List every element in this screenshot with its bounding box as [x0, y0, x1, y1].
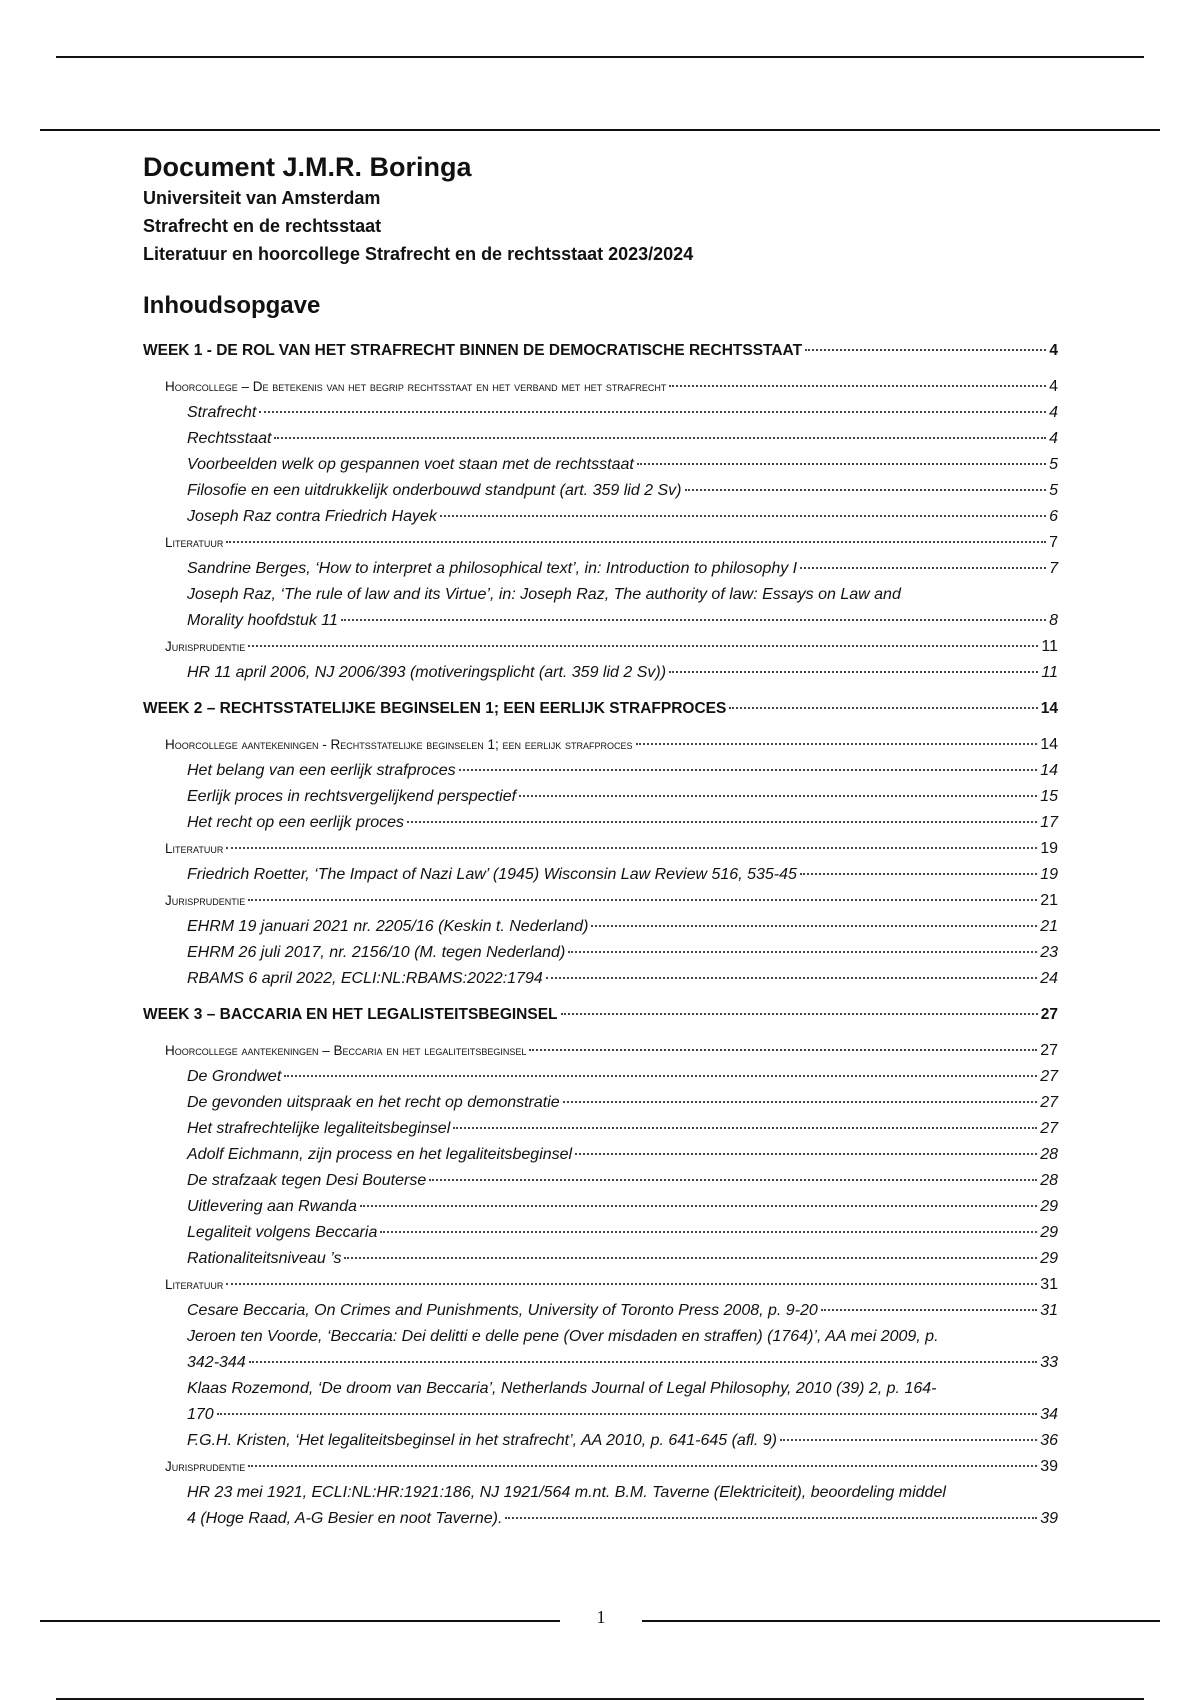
dot-leader: [568, 951, 1037, 953]
document-subtitle: Literatuur en hoorcollege Strafrecht en de rechtsstaat 2023/2024: [143, 244, 694, 264]
toc-item-entry-title: Legaliteit volgens Beccaria: [187, 1224, 378, 1241]
top-rule: [56, 56, 1144, 58]
course-name: Strafrecht en de rechtsstaat: [143, 216, 382, 236]
toc-week-entry-page: 27: [1040, 1006, 1058, 1023]
toc-item-entry-page: 39: [1040, 1510, 1058, 1527]
dot-leader: [821, 1309, 1037, 1311]
toc-week-entry-title: WEEK 2 – RECHTSSTATELIJKE BEGINSELEN 1; EEN EERLIJK STRAFPROCES: [143, 700, 727, 717]
dot-leader: [800, 567, 1046, 569]
toc-section-entry-title: Literatuur: [165, 841, 224, 856]
toc-item-entry[interactable]: [143, 1246, 1058, 1272]
toc-section-entry-page: 14: [1040, 736, 1058, 753]
toc-item-entry[interactable]: [143, 426, 1058, 452]
dot-leader: [561, 1013, 1038, 1015]
dot-leader: [453, 1127, 1037, 1129]
toc-item-entry[interactable]: [143, 966, 1058, 992]
dot-leader: [505, 1517, 1037, 1519]
toc-item-entry-title: 342-344: [187, 1354, 246, 1371]
dot-leader: [805, 349, 1046, 351]
dot-leader: [226, 541, 1046, 543]
toc-item-entry-page: 36: [1040, 1432, 1058, 1449]
toc-item-entry[interactable]: [143, 1220, 1058, 1246]
toc-item-entry[interactable]: [143, 810, 1058, 836]
toc-item-entry[interactable]: [143, 556, 1058, 582]
toc-item-entry[interactable]: [143, 1142, 1058, 1168]
toc-section-entry-title: Jurisprudentie: [165, 639, 246, 654]
toc-item-entry[interactable]: [143, 914, 1058, 940]
toc-section-entry-title: Hoorcollege aantekeningen - Rechtsstatelijke beginselen 1; een eerlijk strafproces: [165, 737, 633, 752]
toc-week-entry-page: 14: [1040, 700, 1058, 717]
dot-leader: [669, 385, 1046, 387]
toc-item-entry-title: Friedrich Roetter, ‘The Impact of Nazi Law’ (1945) Wisconsin Law Review 516, 535-45: [187, 866, 797, 883]
toc-item-entry[interactable]: [143, 1064, 1058, 1090]
toc-item-entry-title: Rechtsstaat: [187, 430, 272, 447]
toc-item-entry[interactable]: [143, 784, 1058, 810]
toc-item-entry-page: 5: [1049, 456, 1058, 473]
dot-leader: [274, 437, 1046, 439]
toc-section-entry[interactable]: [143, 374, 1058, 400]
dot-leader: [563, 1101, 1038, 1103]
footer-rule-left: [40, 1620, 560, 1622]
dot-leader: [800, 873, 1037, 875]
dot-leader: [217, 1413, 1038, 1415]
toc-item-entry-title: De gevonden uitspraak en het recht op demonstratie: [187, 1094, 560, 1111]
dot-leader: [429, 1179, 1037, 1181]
toc-week-entry[interactable]: [143, 696, 1058, 722]
dot-leader: [519, 795, 1037, 797]
toc-item-entry-page: 33: [1040, 1354, 1058, 1371]
toc-item-entry-line1[interactable]: Klaas Rozemond, ‘De droom van Beccaria’, Netherlands Journal of Legal Philosophy, 2010 (39) 2, p. 164-: [187, 1380, 937, 1397]
toc-item-entry-line1[interactable]: Joseph Raz, ‘The rule of law and its Virtue’, in: Joseph Raz, The authority of law: Essays on Law and: [187, 586, 901, 603]
toc-section-entry[interactable]: [143, 634, 1058, 660]
toc-section-entry-title: Literatuur: [165, 1277, 224, 1292]
toc-item-entry-page: 23: [1040, 944, 1058, 961]
table-of-contents: [143, 338, 1058, 1532]
toc-section-entry[interactable]: [143, 836, 1058, 862]
toc-item-entry-title: Voorbeelden welk op gespannen voet staan met de rechtsstaat: [187, 456, 634, 473]
toc-week-entry-title: WEEK 3 – BACCARIA EN HET LEGALISTEITSBEGINSEL: [143, 1006, 558, 1023]
toc-item-entry-page: 4: [1049, 430, 1058, 447]
toc-item-entry-title: 4 (Hoge Raad, A-G Besier en noot Taverne).: [187, 1510, 503, 1527]
toc-item-entry-title: EHRM 26 juli 2017, nr. 2156/10 (M. tegen Nederland): [187, 944, 566, 961]
dot-leader: [546, 977, 1037, 979]
dot-leader: [459, 769, 1038, 771]
dot-leader: [780, 1439, 1037, 1441]
toc-item-entry-page: 17: [1040, 814, 1058, 831]
toc-section-entry-title: Jurisprudentie: [165, 1459, 246, 1474]
toc-item-entry-page: 6: [1049, 508, 1058, 525]
page-number: 1: [596, 1607, 606, 1627]
toc-item-entry-title: Rationaliteitsniveau ’s: [187, 1250, 342, 1267]
toc-item-entry[interactable]: [143, 660, 1058, 686]
dot-leader: [360, 1205, 1037, 1207]
toc-item-entry-title: RBAMS 6 april 2022, ECLI:NL:RBAMS:2022:1794: [187, 970, 543, 987]
toc-item-entry-title: Sandrine Berges, ‘How to interpret a philosophical text’, in: Introduction to philosophy I: [187, 560, 798, 577]
toc-item-entry-page: 27: [1040, 1094, 1058, 1111]
header-rule: [40, 129, 1160, 131]
dot-leader: [248, 645, 1038, 647]
dot-leader: [226, 1283, 1037, 1285]
toc-section-entry[interactable]: [143, 530, 1058, 556]
dot-leader: [575, 1153, 1037, 1155]
toc-item-entry[interactable]: [143, 400, 1058, 426]
toc-item-entry[interactable]: [143, 1402, 1058, 1428]
dot-leader: [407, 821, 1037, 823]
dot-leader: [341, 619, 1046, 621]
toc-item-entry[interactable]: [143, 758, 1058, 784]
toc-item-entry-title: Het belang van een eerlijk strafproces: [187, 762, 456, 779]
toc-item-entry-title: HR 11 april 2006, NJ 2006/393 (motiveringsplicht (art. 359 lid 2 Sv)): [187, 664, 667, 681]
dot-leader: [637, 463, 1046, 465]
toc-item-entry[interactable]: [143, 1168, 1058, 1194]
toc-item-entry-page: 19: [1040, 866, 1058, 883]
toc-item-entry-page: 14: [1040, 762, 1058, 779]
toc-week-entry-page: 4: [1049, 342, 1058, 359]
toc-item-entry-line1[interactable]: HR 23 mei 1921, ECLI:NL:HR:1921:186, NJ 1921/564 m.nt. B.M. Taverne (Elektriciteit), beoordeling middel: [187, 1484, 946, 1501]
dot-leader: [669, 671, 1038, 673]
toc-item-entry-page: 29: [1040, 1198, 1058, 1215]
toc-week-entry[interactable]: [143, 338, 1058, 364]
dot-leader: [259, 411, 1046, 413]
toc-item-entry[interactable]: [143, 1090, 1058, 1116]
toc-section-entry-title: Jurisprudentie: [165, 893, 246, 908]
toc-section-entry[interactable]: [143, 732, 1058, 758]
toc-heading: Inhoudsopgave: [143, 292, 321, 319]
dot-leader: [380, 1231, 1037, 1233]
toc-item-entry[interactable]: [143, 1194, 1058, 1220]
toc-item-entry-title: Eerlijk proces in rechtsvergelijkend perspectief: [187, 788, 517, 805]
university-name: Universiteit van Amsterdam: [143, 188, 381, 208]
toc-item-entry[interactable]: [143, 452, 1058, 478]
toc-item-entry[interactable]: [143, 1350, 1058, 1376]
toc-item-entry-page: 8: [1049, 612, 1058, 629]
toc-section-entry-page: 21: [1040, 892, 1058, 909]
toc-item-entry-page: 28: [1040, 1146, 1058, 1163]
toc-item-entry-page: 21: [1040, 918, 1058, 935]
dot-leader: [284, 1075, 1037, 1077]
toc-section-entry[interactable]: [143, 1038, 1058, 1064]
toc-item-entry-page: 29: [1040, 1250, 1058, 1267]
toc-item-entry-title: Uitlevering aan Rwanda: [187, 1198, 357, 1215]
toc-item-entry-page: 24: [1040, 970, 1058, 987]
toc-section-entry-page: 4: [1049, 378, 1058, 395]
toc-item-entry-title: Cesare Beccaria, On Crimes and Punishments, University of Toronto Press 2008, p. 9-20: [187, 1302, 818, 1319]
toc-section-entry-title: Hoorcollege – De betekenis van het begrip rechtsstaat en het verband met het strafrecht: [165, 379, 667, 394]
toc-section-entry-title: Hoorcollege aantekeningen – Beccaria en het legaliteitsbeginsel: [165, 1043, 527, 1058]
toc-item-entry-title: De strafzaak tegen Desi Bouterse: [187, 1172, 427, 1189]
toc-item-entry-title: Strafrecht: [187, 404, 257, 421]
toc-item-entry[interactable]: [143, 608, 1058, 634]
dot-leader: [248, 899, 1037, 901]
toc-item-entry-line1[interactable]: Jeroen ten Voorde, ‘Beccaria: Dei delitti e delle pene (Over misdaden en straffen) (1764)’, AA mei 2009, p.: [187, 1328, 939, 1345]
toc-item-entry-page: 27: [1040, 1120, 1058, 1137]
toc-item-entry-page: 5: [1049, 482, 1058, 499]
dot-leader: [591, 925, 1037, 927]
dot-leader: [344, 1257, 1037, 1259]
dot-leader: [729, 707, 1037, 709]
document-header: [143, 150, 1063, 268]
toc-item-entry[interactable]: [143, 940, 1058, 966]
dot-leader: [636, 743, 1038, 745]
toc-section-entry-page: 19: [1040, 840, 1058, 857]
toc-item-entry-page: 27: [1040, 1068, 1058, 1085]
toc-item-entry-title: De Grondwet: [187, 1068, 282, 1085]
toc-item-entry-title: Joseph Raz contra Friedrich Hayek: [187, 508, 437, 525]
footer-rule-right: [642, 1620, 1160, 1622]
toc-item-entry-title: Het strafrechtelijke legaliteitsbeginsel: [187, 1120, 451, 1137]
toc-item-entry[interactable]: [143, 1506, 1058, 1532]
toc-section-entry[interactable]: [143, 888, 1058, 914]
toc-section-entry[interactable]: [143, 1272, 1058, 1298]
toc-item-entry-title: EHRM 19 januari 2021 nr. 2205/16 (Keskin t. Nederland): [187, 918, 589, 935]
toc-item-entry[interactable]: [143, 478, 1058, 504]
dot-leader: [685, 489, 1047, 491]
toc-item-entry-page: 4: [1049, 404, 1058, 421]
toc-section-entry-page: 27: [1040, 1042, 1058, 1059]
dot-leader: [529, 1049, 1037, 1051]
toc-item-entry-title: Adolf Eichmann, zijn process en het legaliteitsbeginsel: [187, 1146, 573, 1163]
toc-item-entry-page: 29: [1040, 1224, 1058, 1241]
toc-item-entry-page: 7: [1049, 560, 1058, 577]
toc-item-entry-title: Filosofie en een uitdrukkelijk onderbouwd standpunt (art. 359 lid 2 Sv): [187, 482, 682, 499]
toc-section-entry-page: 7: [1049, 534, 1058, 551]
toc-week-entry-title: WEEK 1 - DE ROL VAN HET STRAFRECHT BINNEN DE DEMOCRATISCHE RECHTSSTAAT: [143, 342, 803, 359]
toc-section-entry-page: 11: [1041, 638, 1058, 655]
toc-section-entry-page: 31: [1040, 1276, 1058, 1293]
toc-item-entry-title: Het recht op een eerlijk proces: [187, 814, 404, 831]
toc-item-entry[interactable]: [143, 1298, 1058, 1324]
toc-item-entry[interactable]: [143, 1116, 1058, 1142]
toc-item-entry-title: F.G.H. Kristen, ‘Het legaliteitsbeginsel in het strafrecht’, AA 2010, p. 641-645 (afl. 9): [187, 1432, 777, 1449]
dot-leader: [226, 847, 1037, 849]
toc-item-entry[interactable]: [143, 504, 1058, 530]
toc-item-entry-page: 11: [1041, 664, 1058, 681]
dot-leader: [440, 515, 1046, 517]
toc-item-entry-page: 31: [1040, 1302, 1058, 1319]
dot-leader: [249, 1361, 1037, 1363]
dot-leader: [248, 1465, 1037, 1467]
toc-section-entry-title: Literatuur: [165, 535, 224, 550]
toc-section-entry-page: 39: [1040, 1458, 1058, 1475]
toc-item-entry-page: 34: [1040, 1406, 1058, 1423]
document-title: Document J.M.R. Boringa: [143, 152, 472, 182]
toc-item-entry-page: 15: [1040, 788, 1058, 805]
toc-item-entry[interactable]: [143, 862, 1058, 888]
toc-section-entry[interactable]: [143, 1454, 1058, 1480]
toc-item-entry-title: 170: [187, 1406, 214, 1423]
toc-week-entry[interactable]: [143, 1002, 1058, 1028]
toc-item-entry-page: 28: [1040, 1172, 1058, 1189]
toc-item-entry[interactable]: [143, 1428, 1058, 1454]
toc-item-entry-title: Morality hoofdstuk 11: [187, 612, 338, 629]
